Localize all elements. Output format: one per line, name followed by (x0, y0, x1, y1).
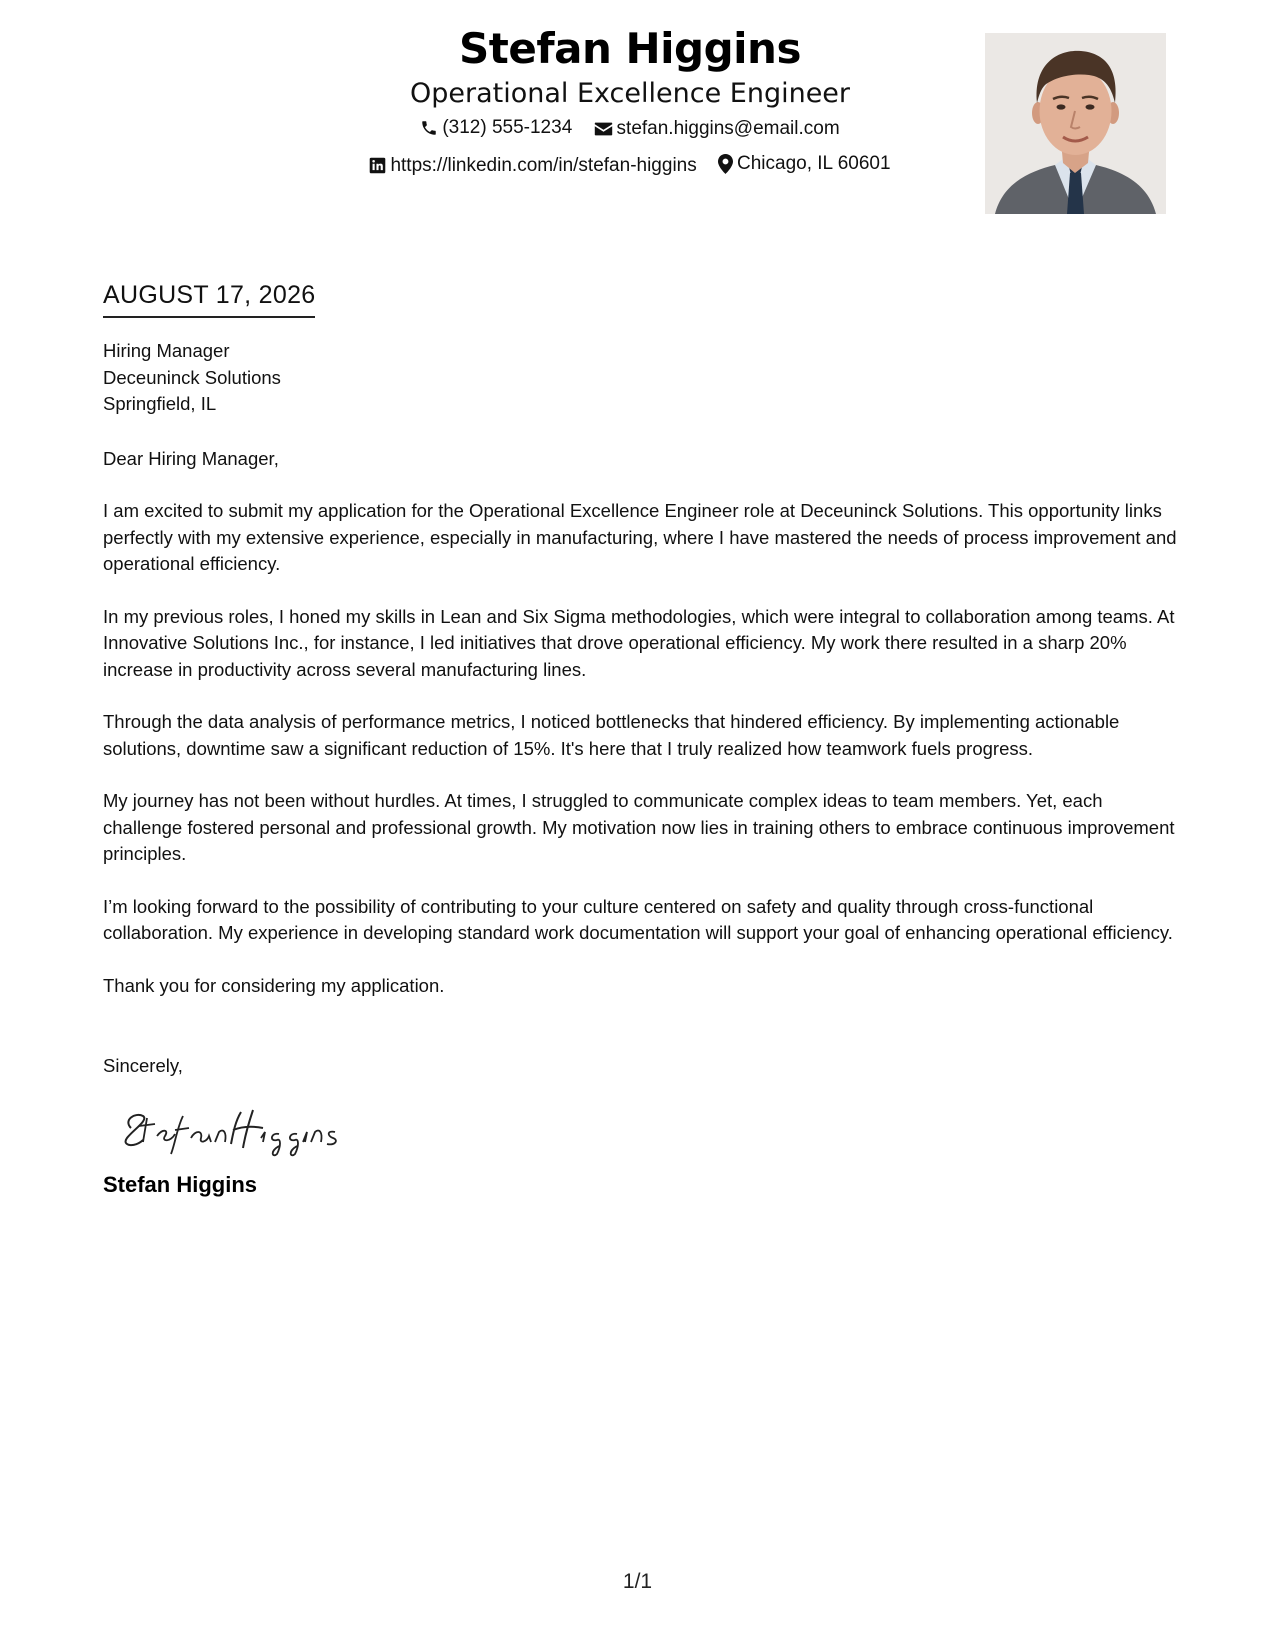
map-pin-icon (718, 154, 733, 174)
body-paragraph: Thank you for considering my application. (103, 974, 445, 996)
body-paragraph: I am excited to submit my application for the Operational Excellence Engineer role at Deceuninck Solutions. This opportunity links perfectly with my extensive experience, especially in manufacturing, where I have mastered the needs of process improvement and operational efficiency. (103, 500, 1177, 574)
phone-contact (420, 112, 572, 144)
contact-row-2 (280, 148, 980, 185)
body-paragraph: In my previous roles, I honed my skills in Lean and Six Sigma methodologies, which were integral to collaboration among teams. At Innovative Solutions Inc., for instance, I led initiatives that drove operational efficiency. My work there resulted in a sharp 20% increase in productivity across several manufacturing lines. (103, 605, 1175, 680)
body-paragraph: My journey has not been without hurdles. At times, I struggled to communicate complex ideas to team members. Yet, each challenge fostered personal and professional growth. My motivation now lies in training others to embrace continuous improvement principles. (103, 790, 1175, 864)
linkedin-contact[interactable] (369, 150, 696, 182)
email-text[interactable]: stefan.higgins@email.com (616, 118, 840, 139)
envelope-icon (594, 121, 613, 137)
phone-text: (312) 555-1234 (442, 117, 573, 138)
salutation: Dear Hiring Manager, (103, 447, 279, 469)
job-title: Operational Excellence Engineer (409, 78, 851, 109)
letter-body (103, 278, 1183, 1200)
profile-photo (985, 33, 1166, 214)
linkedin-text[interactable]: https://linkedin.com/in/stefan-higgins (390, 154, 697, 176)
linkedin-icon (369, 157, 386, 174)
recipient-location: Springfield, IL (103, 393, 217, 414)
letter-date: AUGUST 17, 2026 (103, 278, 315, 318)
header-info (280, 22, 980, 185)
location-text: Chicago, IL 60601 (737, 153, 891, 174)
applicant-name: Stefan Higgins (459, 24, 801, 73)
contact-row-1 (280, 112, 980, 148)
body-paragraph: Through the data analysis of performance metrics, I noticed bottlenecks that hindered efficiency. By implementing actionable solutions, downtime saw a significant reduction of 15%. It's here that I truly realized how teamwork fuels progress. (103, 711, 1120, 759)
email-contact[interactable] (594, 113, 840, 145)
body-paragraph: I’m looking forward to the possibility of contributing to your culture centered on safety and quality through cross-functional collaboration. My experience in developing standard work documentation will support your goal of enhancing operational efficiency. (103, 895, 1173, 943)
page-number: 1/1 (622, 1570, 653, 1593)
phone-icon (420, 119, 438, 137)
signer-name: Stefan Higgins (103, 1171, 258, 1197)
closing: Sincerely, (103, 1055, 183, 1076)
handwritten-signature (113, 1098, 353, 1160)
location-contact (718, 148, 891, 180)
recipient-company: Deceuninck Solutions (103, 366, 281, 388)
recipient-title: Hiring Manager (103, 340, 230, 361)
letter-header (0, 0, 1275, 230)
recipient-block (103, 338, 1183, 418)
